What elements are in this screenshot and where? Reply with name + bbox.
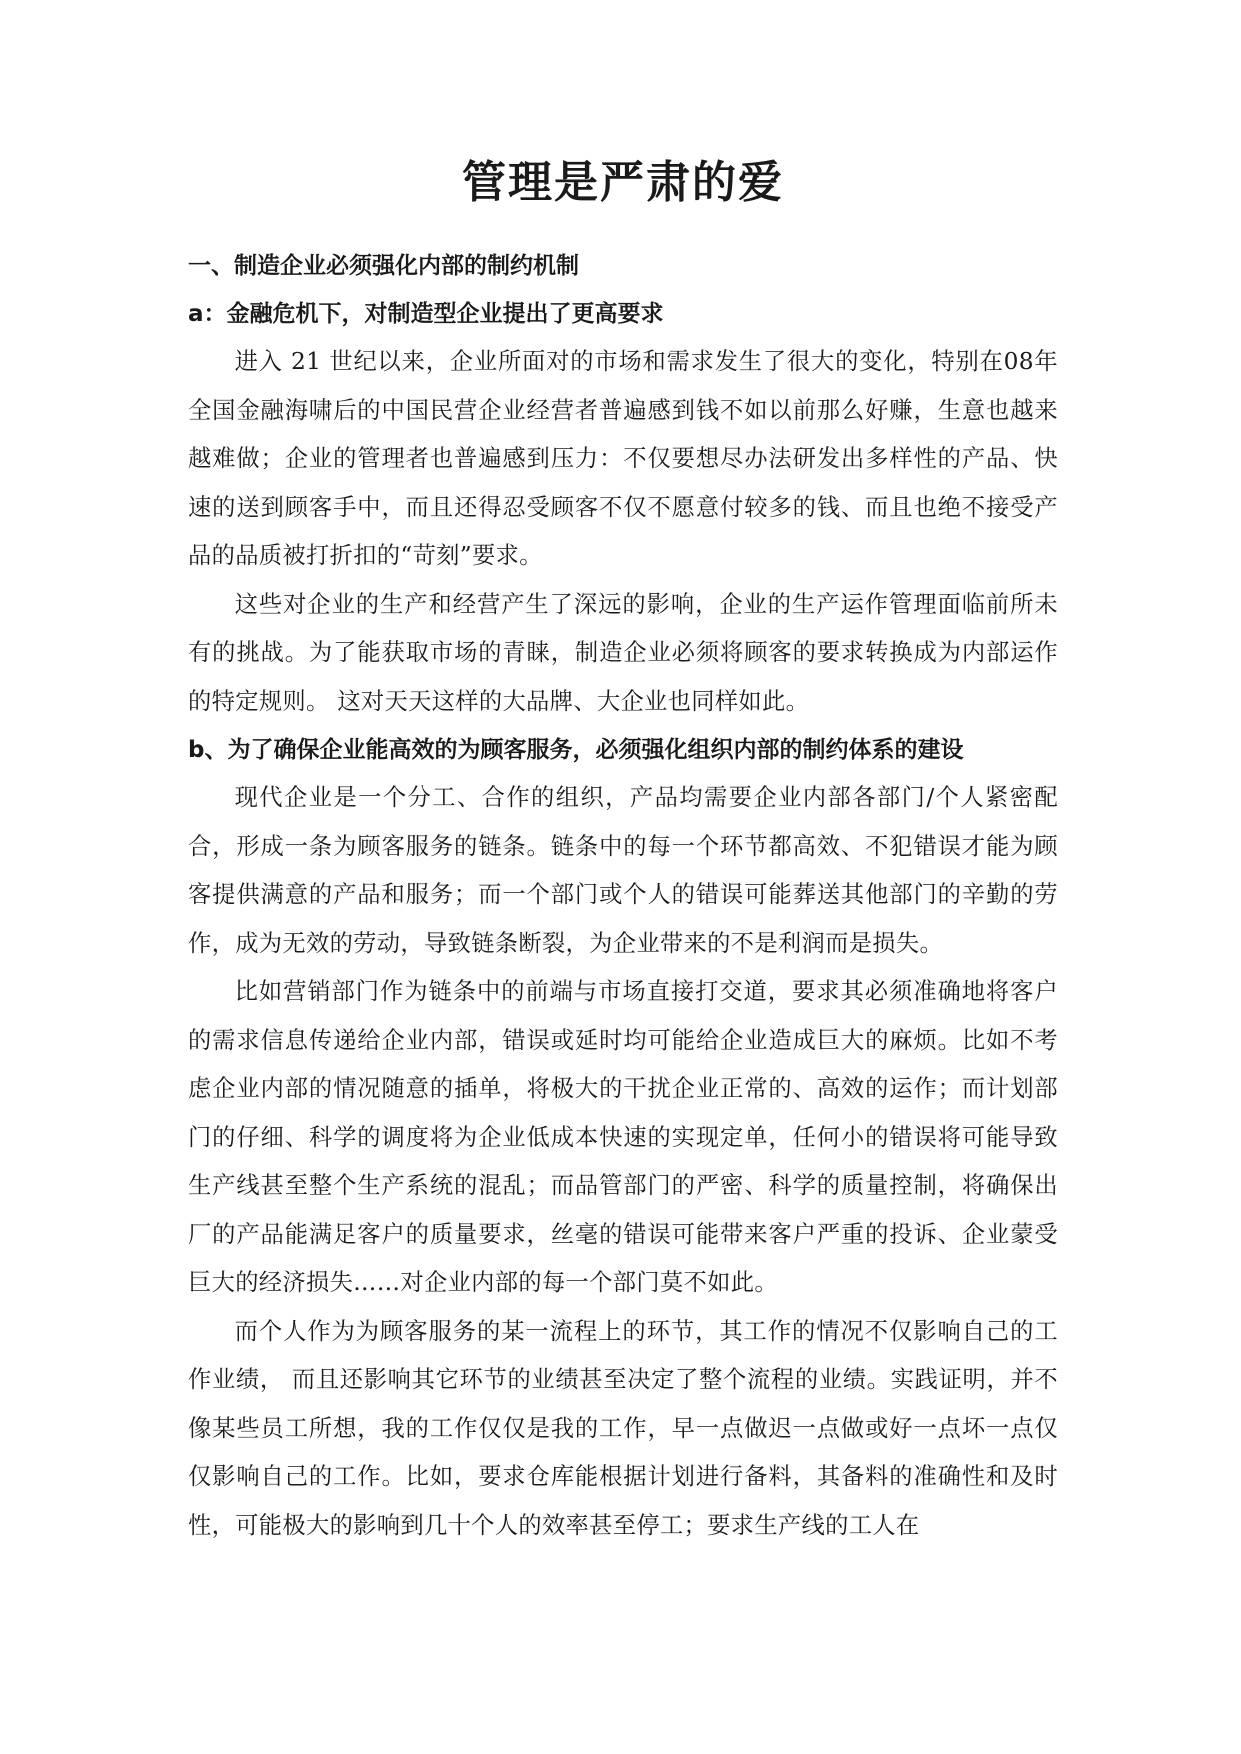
- paragraph: 而个人作为为顾客服务的某一流程上的环节，其工作的情况不仅影响自己的工作业绩， 而且还影响其它环节的业绩甚至决定了整个流程的业绩。实践证明，并不像某些员工所想，我的工作仅仅是我的工作，早一点做迟一点做或好一点坏一点仅仅影响自己的工作。比如，要求仓库能根据计划进行备料，其备料的准确性和及时性，可能极大的影响到几十个人的效率甚至停工；要求生产线的工人在: [188, 1317, 1058, 1539]
- subsection-heading-b: b、为了确保企业能高效的为顾客服务，必须强化组织内部的制约体系的建设: [188, 737, 964, 763]
- paragraph: 进入 21 世纪以来，企业所面对的市场和需求发生了很大的变化，特别在08年全国金融海啸后的中国民营企业经营者普遍感到钱不如以前那么好赚，生意也越来越难做；企业的管理者也普遍感到压力：不仅要想尽办法研发出多样性的产品、快速的送到顾客手中，而且还得忍受顾客不仅不愿意付较多的钱、而且也绝不接受产品的品质被打折扣的“苛刻”要求。: [188, 348, 1058, 569]
- paragraph: 比如营销部门作为链条中的前端与市场直接打交道，要求其必须准确地将客户的需求信息传递给企业内部，错误或延时均可能给企业造成巨大的麻烦。比如不考虑企业内部的情况随意的插单，将极大的干扰企业正常的、高效的运作；而计划部门的仔细、科学的调度将为企业低成本快速的实现定单，任何小的错误将可能导致生产线甚至整个生产系统的混乱；而品管部门的严密、科学的质量控制，将确保出厂的产品能满足客户的质量要求，丝毫的错误可能带来客户严重的投诉、企业蒙受巨大的经济损失……对企业内部的每一个部门莫不如此。: [188, 978, 1058, 1296]
- document-title: 管理是严肃的爱: [462, 157, 784, 208]
- subsection-heading-a: a：金融危机下，对制造型企业提出了更高要求: [188, 301, 664, 327]
- paragraph: 这些对企业的生产和经营产生了深远的影响，企业的生产运作管理面临前所未有的挑战。为了能获取市场的青睐，制造企业必须将顾客的要求转换成为内部运作的特定规则。 这对天天这样的大品牌、大企业也同样如此。: [188, 590, 1058, 715]
- paragraph: 现代企业是一个分工、合作的组织，产品均需要企业内部各部门/个人紧密配合，形成一条为顾客服务的链条。链条中的每一个环节都高效、不犯错误才能为顾客提供满意的产品和服务；而一个部门或个人的错误可能葬送其他部门的辛勤的劳作，成为无效的劳动，导致链条断裂，为企业带来的不是利润而是损失。: [188, 784, 1058, 957]
- document-page: [188, 150, 1058, 1550]
- section-heading: 一、制造企业必须强化内部的制约机制: [188, 253, 579, 279]
